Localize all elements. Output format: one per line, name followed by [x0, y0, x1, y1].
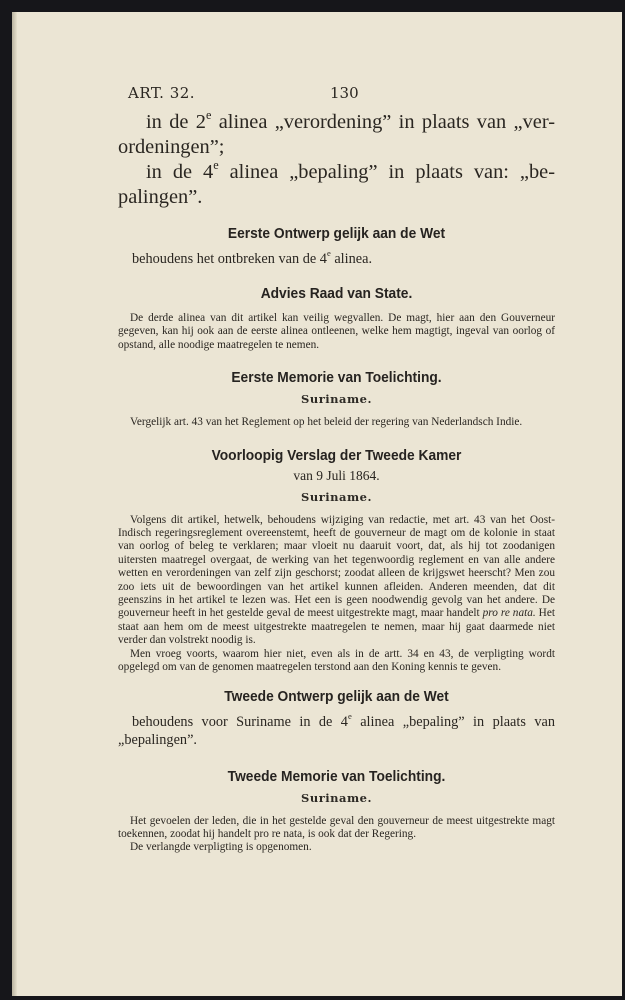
- article-label: ART. 32.: [128, 84, 196, 102]
- verslag-paragraph-1: Volgens dit artikel, hetwelk, behoudens wijziging van redactie, met art. 43 van het Oost-Indisch regeringsreglement overeenstemt, heeft de gouverneur de magt om de kolonie in staat van oorlog of beleg te verklaren; maar vloeit nu daaruit voort, dat, als hij tot zoodanigen uitersten maatregel overgaat, de werking van het tegenwoordig reglement en van alle andere wetten en verordeningen van zelf zijn geschorst; zoodat alleen de krijgswet heerscht? Men zou zoo iets uit de bewoordingen van het artikel kunnen afleiden. Anderen meenden, dat dit geenszins in het artikel te lezen was. Het een is geen noodwendig gevolg van het andere. De gouverneur heeft in het gestelde geval de meest uitgestrekte magt, maar handelt pro re nata. Het staat aan hem om de meest uitgestrekte maatregelen te nemen, maar hij gaat daarmede niet verder dan volstrekt noodig is.: [118, 513, 555, 647]
- section-heading-tweede-memorie: Tweede Memorie van Toelichting.: [227, 768, 446, 785]
- page-number: 130: [330, 84, 359, 102]
- page-gutter: [12, 12, 17, 996]
- section-heading-tweede-ontwerp: Tweede Ontwerp gelijk aan de Wet: [224, 688, 449, 705]
- section-text-eerste-ontwerp: behoudens het ontbreken van de 4e alinea.: [132, 248, 373, 267]
- page-content: [118, 84, 555, 855]
- section-heading-eerste-memorie: Eerste Memorie van Toelichting.: [231, 370, 442, 387]
- subheading-suriname-1: Suriname.: [301, 392, 372, 407]
- section-text-advies-raad: De derde alinea van dit artikel kan veilig wegvallen. De magt, hier aan den Gouverneur gegeven, kan hij ook aan de eerste alinea ontleenen, welke hem magtigt, ingeval van oorlog of opstand, alle noodige maatregelen te nemen.: [118, 312, 555, 351]
- section-text-eerste-memorie: Vergelijk art. 43 van het Reglement op het beleid der regering van Nederlandsch Indie.: [130, 416, 523, 429]
- section-text-tweede-ontwerp: behoudens voor Suriname in de 4e alinea „bepaling” in plaats van „bepalingen”.: [118, 710, 555, 748]
- section-heading-advies-raad: Advies Raad van State.: [260, 286, 413, 302]
- verslag-date: van 9 Juli 1864.: [293, 467, 380, 483]
- intro-line-2: in de 4e alinea „bepaling” in plaats van: „be-palingen”.: [118, 157, 555, 208]
- section-heading-voorloopig-verslag: Voorloopig Verslag der Tweede Kamer: [211, 447, 462, 464]
- tweede-memorie-paragraph-1: Het gevoelen der leden, die in het gestelde geval den gouverneur de meest uitgestrekte magt toekennen, zoodat hij handelt pro re nata, is ook dat der Regering.: [118, 814, 555, 840]
- subheading-suriname-2: Suriname.: [301, 489, 372, 504]
- tweede-memorie-paragraph-2: De verlangde verpligting is opgenomen.: [130, 841, 312, 854]
- intro-line-1: in de 2e alinea „verordening” in plaats van „ver-ordeningen”;: [118, 107, 556, 158]
- running-header: [118, 84, 555, 110]
- subheading-suriname-3: Suriname.: [301, 790, 372, 805]
- section-heading-eerste-ontwerp: Eerste Ontwerp gelijk aan de Wet: [227, 226, 446, 242]
- verslag-paragraph-2: Men vroeg voorts, waarom hier niet, even als in de artt. 34 en 43, de verpligting wordt opgelegd om van de genomen maatregelen terstond aan den Koning kennis te geven.: [118, 647, 555, 674]
